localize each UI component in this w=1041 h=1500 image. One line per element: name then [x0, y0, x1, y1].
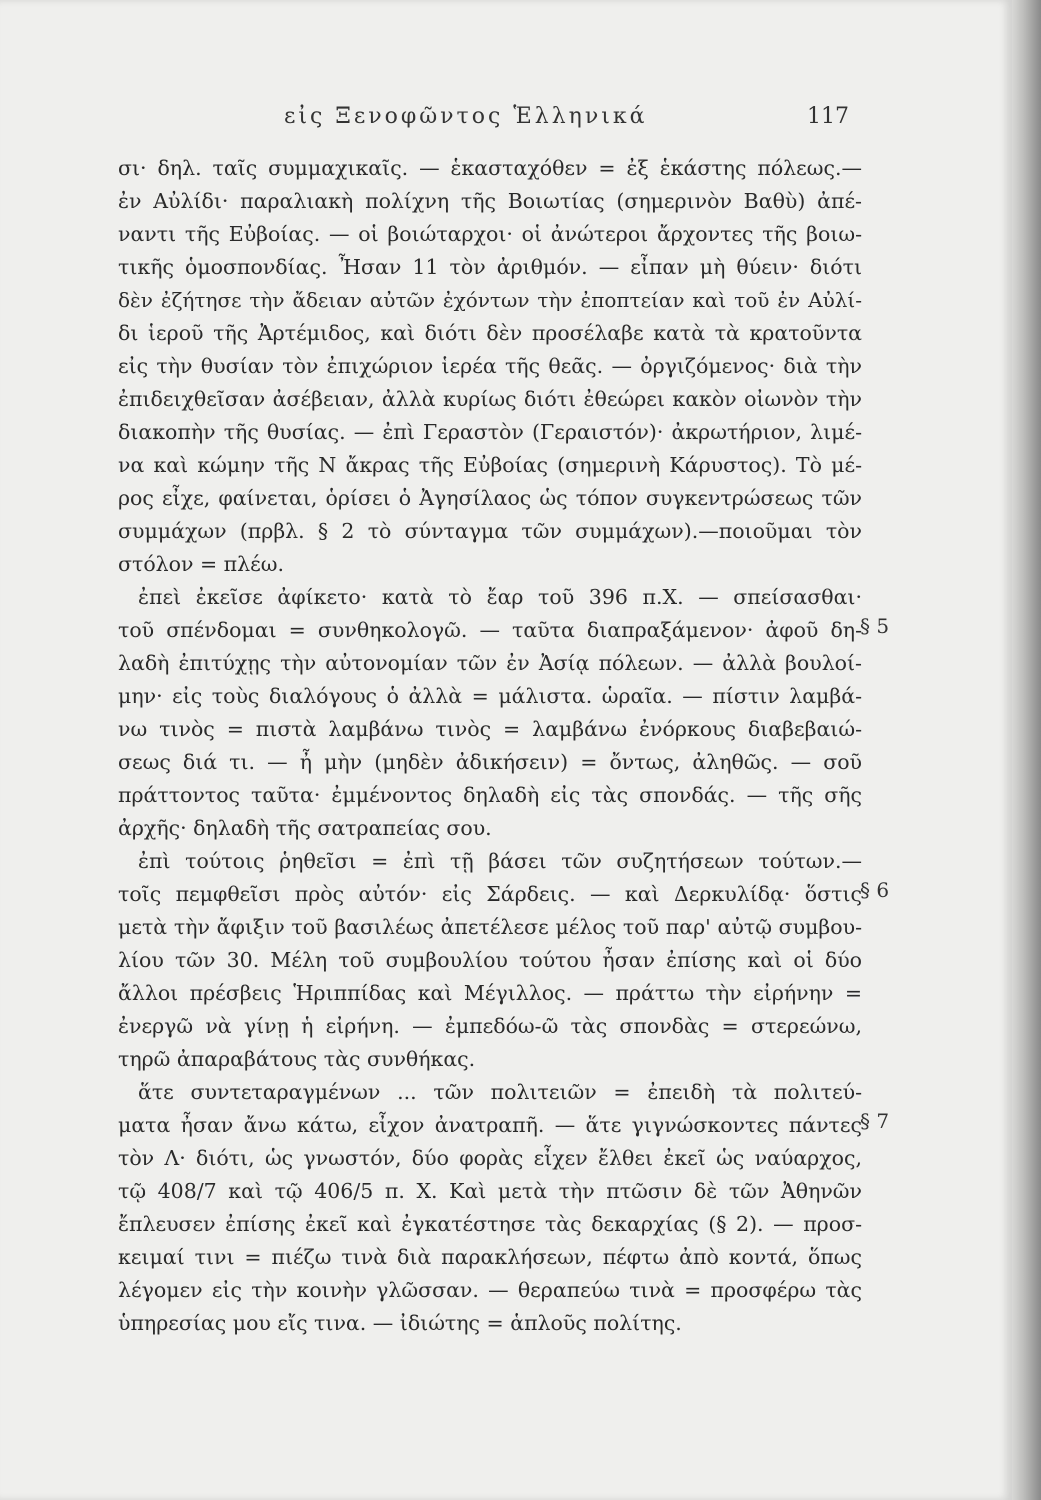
margin-section-ref: § 7	[860, 1109, 890, 1133]
text-line: μετὰ τὴν ἄφιξιν τοῦ βασιλέως ἀπετέλεσε μέλος τοῦ παρ' αὐτῷ συμβου-	[118, 915, 862, 939]
text-line: ἐπεὶ ἐκεῖσε ἀφίκετο· κατὰ τὸ ἔαρ τοῦ 396 π.Χ. — σπείσασθαι·	[138, 585, 862, 609]
text-line: λέγομεν εἰς τὴν κοινὴν γλῶσσαν. — θεραπεύω τινὰ = προσφέρω τὰς	[118, 1278, 862, 1302]
text-line: ματα ἦσαν ἄνω κάτω, εἶχον ἀνατραπῆ. — ἅτε γιγνώσκοντες πάντες	[118, 1113, 862, 1137]
text-line: σεως διά τι. — ἦ μὴν (μηδὲν ἀδικήσειν) = ὄντως, ἀληθῶς. — σοῦ	[118, 750, 862, 774]
text-line: στόλον = πλέω.	[118, 552, 285, 576]
text-line: ἅτε συντεταραγμένων ... τῶν πολιτειῶν = ἐπειδὴ τὰ πολιτεύ-	[138, 1080, 862, 1104]
page-edge	[1012, 0, 1041, 1500]
text-line: λαδὴ ἐπιτύχῃς τὴν αὐτονομίαν τῶν ἐν Ἀσίᾳ πόλεων. — ἀλλὰ βουλοί-	[118, 651, 862, 675]
text-line: ἐνεργῶ νὰ γίνῃ ἡ εἰρήνη. — ἐμπεδόω-ῶ τὰς σπονδὰς = στερεώνω,	[118, 1014, 862, 1038]
text-line: να καὶ κώμην τῆς Ν ἄκρας τῆς Εὐβοίας (σημερινὴ Κάρυστος). Τὸ μέ-	[118, 453, 862, 477]
text-line: σι· δηλ. ταῖς συμμαχικαῖς. — ἑκασταχόθεν = ἐξ ἑκάστης πόλεως.—	[118, 156, 862, 180]
text-line: δὲν ἐζήτησε τὴν ἄδειαν αὐτῶν ἐχόντων τὴν ἐποπτείαν καὶ τοῦ ἐν Αὐλί-	[118, 288, 862, 312]
text-line: δι ἱεροῦ τῆς Ἀρτέμιδος, καὶ διότι δὲν προσέλαβε κατὰ τὰ κρατοῦντα	[118, 321, 862, 345]
text-line: κειμαί τινι = πιέζω τινὰ διὰ παρακλήσεων, πέφτω ἀπὸ κοντά, ὅπως	[118, 1245, 862, 1269]
text-line: τηρῶ ἀπαραβάτους τὰς συνθήκας.	[118, 1047, 476, 1071]
margin-section-ref: § 6	[860, 878, 890, 902]
text-line: ρος εἶχε, φαίνεται, ὁρίσει ὁ Ἀγησίλαος ὡς τόπον συγκεντρώσεως τῶν	[118, 486, 862, 510]
text-line: πράττοντος ταῦτα· ἐμμένοντος δηλαδὴ εἰς τὰς σπονδάς. — τῆς σῆς	[118, 783, 862, 807]
text-line: λίου τῶν 30. Μέλη τοῦ συμβουλίου τούτου ἦσαν ἐπίσης καὶ οἱ δύο	[118, 948, 862, 972]
text-line: τῷ 408/7 καὶ τῷ 406/5 π. Χ. Καὶ μετὰ τὴν πτῶσιν δὲ τῶν Ἀθηνῶν	[118, 1179, 862, 1203]
text-line: διακοπὴν τῆς θυσίας. — ἐπὶ Γεραστὸν (Γεραιστόν)· ἀκρωτήριον, λιμέ-	[118, 420, 862, 444]
page-number: 117	[807, 104, 849, 129]
text-line: συμμάχων (πρβλ. § 2 τὸ σύνταγμα τῶν συμμάχων).—ποιοῦμαι τὸν	[118, 519, 862, 543]
margin-section-ref: § 5	[860, 614, 890, 638]
text-line: τοῦ σπένδομαι = συνθηκολογῶ. — ταῦτα διαπραξάμενον· ἀφοῦ δη-	[118, 618, 862, 642]
text-line: ἔπλευσεν ἐπίσης ἐκεῖ καὶ ἐγκατέστησε τὰς δεκαρχίας (§ 2). — προσ-	[118, 1212, 862, 1236]
text-line: τικῆς ὁμοσπονδίας. Ἦσαν 11 τὸν ἀριθμόν. — εἶπαν μὴ θύειν· διότι	[118, 255, 862, 279]
text-line: ἐπὶ τούτοις ῥηθεῖσι = ἐπὶ τῇ βάσει τῶν συζητήσεων τούτων.—	[138, 849, 862, 873]
running-title: εἰς Ξενοφῶντος Ἑλληνικά	[284, 104, 648, 129]
commentary-text	[118, 152, 862, 1340]
text-line: ὑπηρεσίας μου εἴς τινα. — ἰδιώτης = ἁπλοῦς πολίτης.	[118, 1311, 682, 1335]
page-header	[0, 104, 1012, 138]
text-line: τοῖς πεμφθεῖσι πρὸς αὐτόν· εἰς Σάρδεις. — καὶ Δερκυλίδᾳ· ὅστις	[118, 882, 862, 906]
text-line: μην· εἰς τοὺς διαλόγους ὁ ἀλλὰ = μάλιστα. ὡραῖα. — πίστιν λαμβά-	[118, 684, 862, 708]
text-line: ναντι τῆς Εὐβοίας. — οἱ βοιώταρχοι· οἱ ἀνώτεροι ἄρχοντες τῆς βοιω-	[118, 222, 862, 246]
text-line: ἀρχῆς· δηλαδὴ τῆς σατραπείας σου.	[118, 816, 492, 840]
text-line: ἐν Αὐλίδι· παραλιακὴ πολίχνη τῆς Βοιωτίας (σημερινὸν Βαθὺ) ἀπέ-	[118, 189, 862, 213]
text-line: ἐπιδειχθεῖσαν ἀσέβειαν, ἀλλὰ κυρίως διότι ἐθεώρει κακὸν οἰωνὸν τὴν	[118, 387, 862, 411]
text-line: τὸν Λ· διότι, ὡς γνωστόν, δύο φορὰς εἶχεν ἔλθει ἐκεῖ ὡς ναύαρχος,	[118, 1146, 862, 1170]
text-line: εἰς τὴν θυσίαν τὸν ἐπιχώριον ἱερέα τῆς θεᾶς. — ὀργιζόμενος· διὰ τὴν	[118, 354, 862, 378]
text-line: ἄλλοι πρέσβεις Ἡριππίδας καὶ Μέγιλλος. — πράττω τὴν εἰρήνην =	[118, 981, 862, 1005]
text-line: νω τινὸς = πιστὰ λαμβάνω τινὸς = λαμβάνω ἐνόρκους διαβεβαιώ-	[118, 717, 862, 741]
